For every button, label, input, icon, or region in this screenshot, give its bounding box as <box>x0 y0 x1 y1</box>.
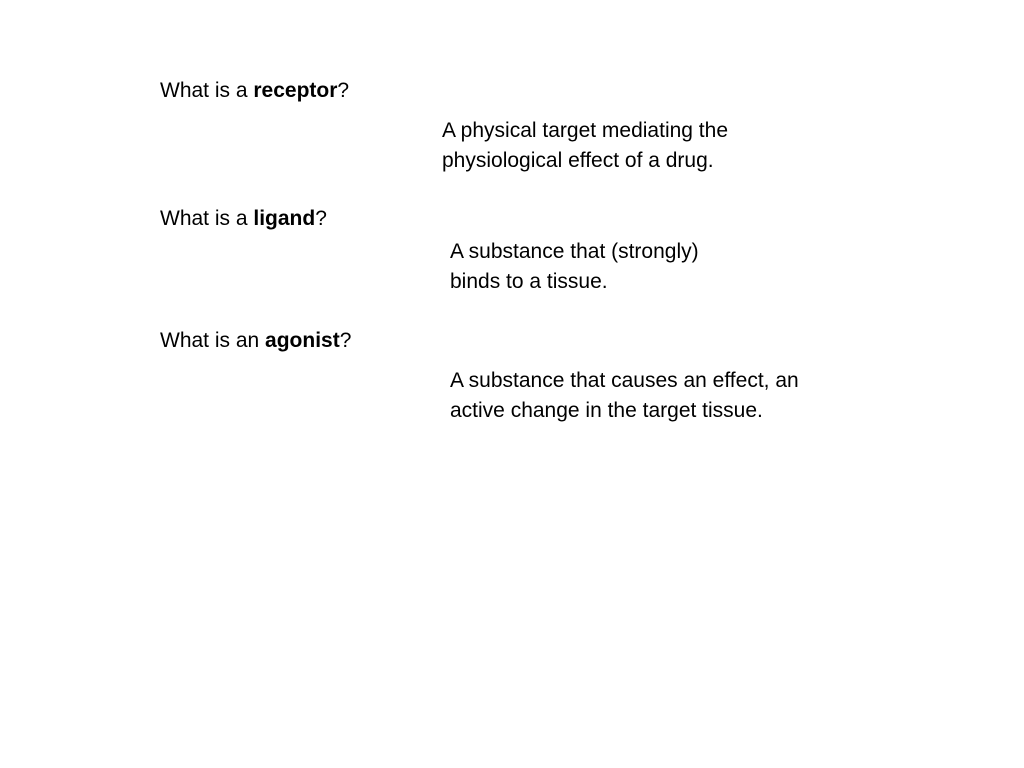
question-receptor <box>160 79 349 103</box>
answer-line: active change in the target tissue. <box>450 399 763 422</box>
answer-line: binds to a tissue. <box>450 270 608 293</box>
question-ligand <box>160 207 327 231</box>
answer-line: physiological effect of a drug. <box>442 149 714 172</box>
answer-agonist <box>450 366 799 426</box>
answer-line: A substance that (strongly) <box>450 240 699 263</box>
question-suffix: ? <box>339 329 352 352</box>
question-prefix: What is a <box>160 207 254 230</box>
question-suffix: ? <box>337 79 350 102</box>
answer-line: A substance that causes an effect, an <box>450 369 799 392</box>
term-agonist: agonist <box>265 329 340 352</box>
term-receptor: receptor <box>253 79 338 102</box>
question-prefix: What is a <box>160 79 254 102</box>
answer-receptor <box>442 116 728 176</box>
answer-line: A physical target mediating the <box>442 119 729 142</box>
term-ligand: ligand <box>253 207 316 230</box>
question-prefix: What is an <box>160 329 266 352</box>
question-agonist <box>160 329 351 353</box>
answer-ligand <box>450 237 699 297</box>
question-suffix: ? <box>315 207 327 230</box>
